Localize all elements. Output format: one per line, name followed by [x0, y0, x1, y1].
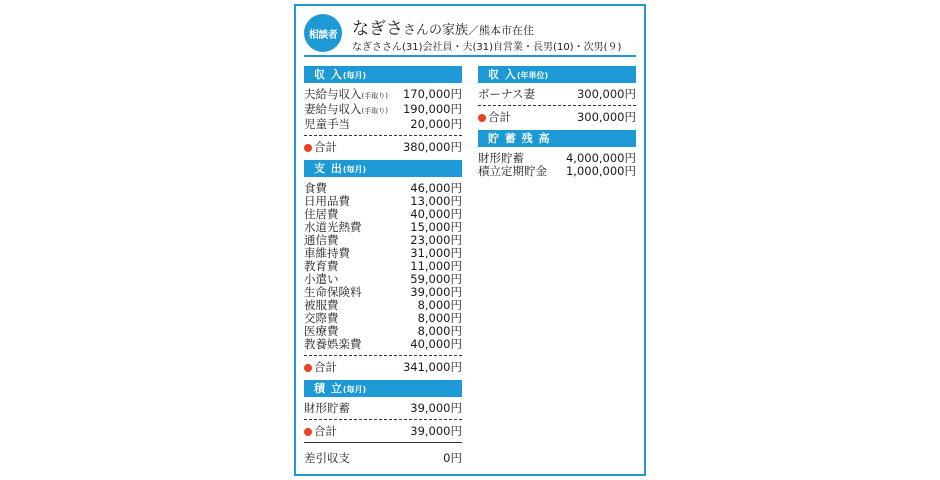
right-column [478, 66, 636, 178]
item-label: 車維持費 [304, 246, 350, 260]
income-yearly-list [478, 88, 636, 124]
total-row [304, 425, 462, 438]
total-label: 合計 [488, 110, 511, 124]
savings-monthly-list [304, 402, 462, 465]
list-item [304, 118, 462, 131]
dashed-divider [304, 135, 462, 136]
item-amount: 23,000円 [410, 233, 462, 247]
total-amount: 39,000円 [410, 424, 462, 438]
item-amount: 11,000円 [410, 259, 462, 273]
total-amount: 300,000円 [576, 110, 636, 124]
item-label: 水道光熱費 [304, 220, 362, 234]
family-location: ／熊本市在住 [468, 24, 535, 37]
bullet-dot-icon [304, 144, 312, 152]
item-amount: 39,000円 [410, 285, 462, 299]
savings-balance-title: 貯 蓄 残 高 [488, 132, 551, 145]
item-label: 児童手当 [304, 117, 350, 131]
income-monthly-title-sub: (毎月) [342, 71, 367, 80]
item-amount: 300,000円 [576, 87, 636, 101]
item-amount: 8,000円 [417, 324, 462, 338]
dashed-divider [304, 355, 462, 356]
total-label: 合計 [314, 140, 337, 154]
savings-monthly-title: 積 立 [314, 382, 343, 395]
item-amount: 59,000円 [410, 272, 462, 286]
item-note: (手取り) [361, 107, 388, 115]
header-divider [304, 55, 636, 57]
expense-monthly-header [304, 160, 462, 177]
item-amount: 170,000円 [402, 87, 462, 101]
savings-balance-header [478, 130, 636, 147]
dashed-divider [304, 419, 462, 420]
item-amount: 1,000,000円 [565, 164, 636, 178]
family-members: なぎささん(31)会社員・夫(31)自営業・長男(10)・次男(９) [352, 42, 622, 53]
list-item [304, 402, 462, 415]
list-item [304, 338, 462, 351]
balance-row [304, 452, 462, 465]
divider [304, 442, 462, 443]
income-monthly-title: 収 入 [314, 68, 343, 81]
item-label: 妻給与収入 [304, 102, 362, 116]
item-amount: 15,000円 [410, 220, 462, 234]
item-label: 小遣い [304, 272, 339, 286]
item-amount: 20,000円 [410, 117, 462, 131]
item-amount: 190,000円 [402, 102, 462, 116]
total-row [478, 111, 636, 124]
item-amount: 8,000円 [417, 298, 462, 312]
total-row [304, 141, 462, 154]
dashed-divider [478, 105, 636, 106]
total-amount: 380,000円 [402, 140, 462, 154]
income-yearly-title-sub: (年単位) [516, 71, 549, 80]
list-item [478, 165, 636, 178]
item-amount: 40,000円 [410, 207, 462, 221]
total-amount: 341,000円 [402, 360, 462, 374]
item-label: 財形貯蓄 [304, 401, 350, 415]
bullet-dot-icon [478, 114, 486, 122]
item-label: ボーナス妻 [478, 87, 536, 101]
item-label: 夫給与収入 [304, 87, 362, 101]
item-amount: 31,000円 [410, 246, 462, 260]
income-monthly-list [304, 88, 462, 154]
left-column [304, 66, 462, 465]
item-label: 交際費 [304, 311, 339, 325]
item-label: 医療費 [304, 324, 339, 338]
consultant-badge: 相談者 [304, 14, 342, 52]
expense-monthly-title: 支 出 [314, 162, 343, 175]
item-label: 通信費 [304, 233, 339, 247]
household-budget-card [294, 4, 646, 476]
family-title [352, 14, 534, 39]
bullet-dot-icon [304, 428, 312, 436]
total-row [304, 361, 462, 374]
item-label: 被服費 [304, 298, 339, 312]
family-name-suffix: さんの家族 [403, 23, 469, 38]
total-label: 合計 [314, 424, 337, 438]
balance-label: 差引収支 [304, 451, 350, 465]
expense-monthly-title-sub: (毎月) [342, 165, 367, 174]
item-label: 教育費 [304, 259, 339, 273]
item-label: 教養娯楽費 [304, 337, 362, 351]
item-label: 食費 [304, 181, 327, 195]
item-label: 日用品費 [304, 194, 350, 208]
list-item [304, 103, 462, 118]
savings-monthly-title-sub: (毎月) [342, 385, 367, 394]
item-amount: 13,000円 [410, 194, 462, 208]
item-label: 財形貯蓄 [478, 151, 524, 165]
list-item [304, 88, 462, 103]
savings-monthly-header [304, 380, 462, 397]
total-label: 合計 [314, 360, 337, 374]
list-item [478, 88, 636, 101]
income-yearly-header [478, 66, 636, 83]
item-amount: 39,000円 [410, 401, 462, 415]
item-amount: 4,000,000円 [565, 151, 636, 165]
item-amount: 8,000円 [417, 311, 462, 325]
savings-balance-list [478, 152, 636, 178]
balance-amount: 0円 [443, 451, 462, 465]
item-amount: 40,000円 [410, 337, 462, 351]
income-monthly-header [304, 66, 462, 83]
item-label: 積立定期貯金 [478, 164, 547, 178]
family-name: なぎさ [352, 19, 403, 39]
item-label: 生命保険料 [304, 285, 362, 299]
income-yearly-title: 収 入 [488, 68, 517, 81]
item-note: (手取り) [361, 92, 388, 100]
bullet-dot-icon [304, 364, 312, 372]
item-amount: 46,000円 [410, 181, 462, 195]
expense-monthly-list [304, 182, 462, 374]
item-label: 住居費 [304, 207, 339, 221]
